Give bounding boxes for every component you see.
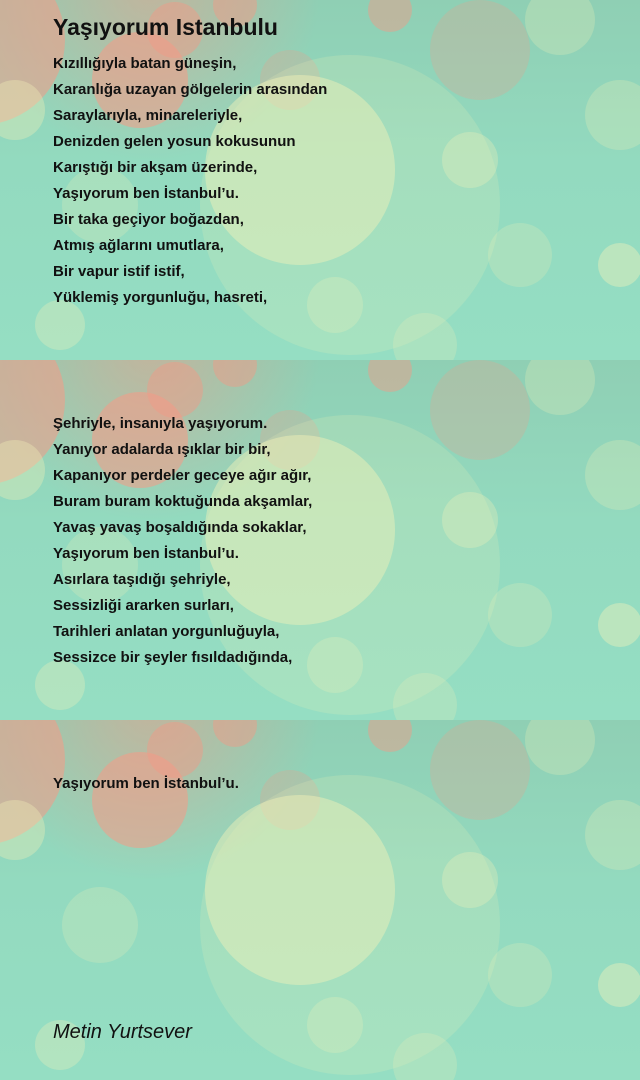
- bokeh-circle: [442, 132, 498, 188]
- poem-line: Buram buram koktuğunda akşamlar,: [53, 493, 313, 510]
- bokeh-circle: [585, 800, 640, 870]
- poem-line: Yaşıyorum ben İstanbul’u.: [53, 185, 239, 202]
- poem-line: Karıştığı bir akşam üzerinde,: [53, 159, 258, 176]
- poem-line: Saraylarıyla, minareleriyle,: [53, 107, 243, 124]
- poem-line: Denizden gelen yosun kokusunun: [53, 133, 296, 150]
- stanza-1: [53, 51, 327, 311]
- poem-line: Kızıllığıyla batan güneşin,: [53, 55, 237, 72]
- stanza-2: [53, 411, 312, 671]
- poem-line: Yaşıyorum ben İstanbul’u.: [53, 545, 239, 562]
- poem-line: Tarihleri anlatan yorgunluğuyla,: [53, 623, 280, 640]
- bokeh-circle: [488, 583, 552, 647]
- bokeh-circle: [488, 223, 552, 287]
- poem-line: Bir vapur istif istif,: [53, 263, 185, 280]
- poem-line: Şehriyle, insanıyla yaşıyorum.: [53, 415, 268, 432]
- poem-author: Metin Yurtsever: [53, 1021, 192, 1043]
- bokeh-circle: [368, 0, 412, 32]
- poem-line: Asırlara taşıdığı şehriyle,: [53, 571, 231, 588]
- bokeh-circle: [442, 852, 498, 908]
- bokeh-circle: [585, 440, 640, 510]
- poem-line: Yaşıyorum ben İstanbul’u.: [53, 775, 239, 792]
- bokeh-circle: [62, 887, 138, 963]
- poem-title: Yaşıyorum Istanbulu: [53, 14, 278, 40]
- bokeh-circle: [307, 637, 363, 693]
- bokeh-circle: [430, 720, 530, 820]
- bokeh-circle: [368, 360, 412, 392]
- bokeh-circle: [430, 360, 530, 460]
- poem-line: Atmış ağlarını umutlara,: [53, 237, 224, 254]
- poem-line: Kapanıyor perdeler geceye ağır ağır,: [53, 467, 312, 484]
- bokeh-circle: [598, 243, 640, 287]
- bokeh-circle: [585, 80, 640, 150]
- poem-line: Bir taka geçiyor boğazdan,: [53, 211, 244, 228]
- poem-line: Yavaş yavaş boşaldığında sokaklar,: [53, 519, 307, 536]
- bokeh-circle: [525, 0, 595, 55]
- stanza-3: [53, 771, 239, 797]
- bokeh-circle: [525, 360, 595, 415]
- poem-line: Yüklemiş yorgunluğu, hasreti,: [53, 289, 268, 306]
- bokeh-circle: [598, 963, 640, 1007]
- bokeh-circle: [598, 603, 640, 647]
- bokeh-circle: [488, 943, 552, 1007]
- bokeh-circle: [307, 997, 363, 1053]
- poem-line: Sessizce bir şeyler fısıldadığında,: [53, 649, 293, 666]
- poem-line: Yanıyor adalarda ışıklar bir bir,: [53, 441, 271, 458]
- bokeh-circle: [368, 720, 412, 752]
- poem-line: Sessizliği ararken surları,: [53, 597, 234, 614]
- bokeh-circle: [147, 362, 203, 418]
- bokeh-circle: [525, 720, 595, 775]
- bokeh-circle: [147, 722, 203, 778]
- poem-line: Karanlığa uzayan gölgelerin arasından: [53, 81, 328, 98]
- bokeh-circle: [430, 0, 530, 100]
- bokeh-circle: [442, 492, 498, 548]
